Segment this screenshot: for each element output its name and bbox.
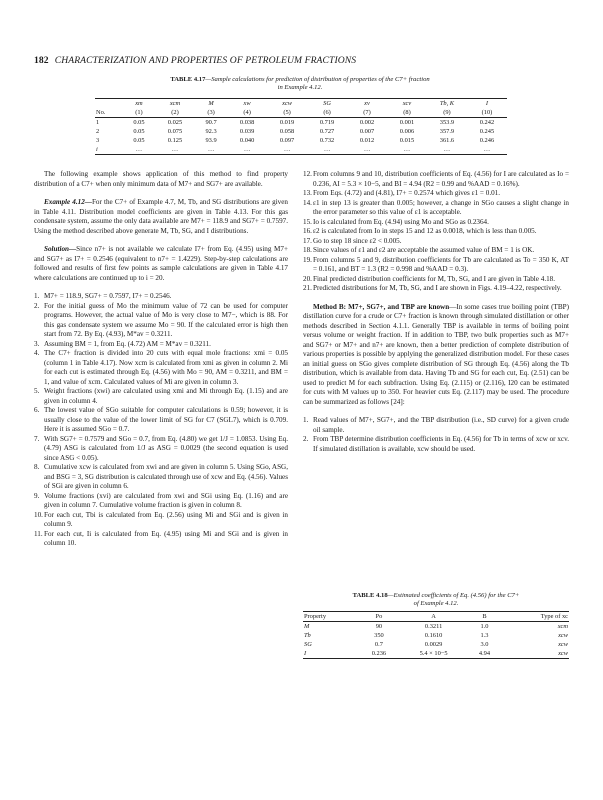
table-symbol-header: xm [123, 99, 155, 109]
table-cell: 0.05 [133, 119, 145, 126]
list-item-text: Weight fractions (xwi) are calculated using xmi and Mi through Eq. (1.15) and are given in column 4. [44, 387, 288, 405]
table-cell: 0.039 [239, 128, 255, 135]
table-cell: 0.075 [167, 128, 183, 135]
list-item-number: 11. [34, 529, 43, 538]
running-title: CHARACTERIZATION AND PROPERTIES OF PETROLEUM FRACTIONS [54, 55, 357, 66]
list-item-number: 17. [303, 236, 312, 245]
table-cell: … [467, 145, 507, 155]
table-cell: 0.007 [359, 128, 375, 135]
table-cell: 0.097 [279, 137, 295, 144]
table-cell: M [304, 623, 310, 630]
table-cell: 0.719 [319, 119, 335, 126]
table-cell: 2 [96, 128, 100, 135]
list-item-text: For each cut, Tbi is calculated from Eq. (2.56) using Mi and SGi and is given in column 9. [44, 510, 288, 528]
list-item-text: For each cut, Ii is calculated from Eq. (4.95) using Mi and SGi and is given in column 10. [44, 529, 288, 547]
step-item [303, 227, 569, 237]
table-cell: 0.727 [319, 128, 335, 135]
list-item-text: Go to step 18 since ε2 < 0.005. [313, 236, 402, 245]
step-item [303, 284, 569, 294]
table-cell: xcw [500, 649, 569, 659]
table-cell: 1.3 [480, 632, 489, 639]
table-cell: … [155, 145, 195, 155]
intro-paragraph: The following example shows application of this method to find property distribution of a C7+ when only minimum data of M7+ and SG7+ are available. [34, 170, 288, 188]
table-cell: Tb [304, 632, 311, 639]
table-cell: 4.94 [469, 649, 500, 659]
table-cell: 0.040 [239, 137, 255, 144]
table-row [95, 127, 507, 136]
list-item-number: 20. [303, 274, 312, 283]
list-item-number: 6. [34, 406, 40, 414]
table-4-18-caption-text2: of Example 4.12. [413, 600, 459, 607]
table-row [303, 640, 569, 649]
table-cell: … [123, 145, 155, 155]
list-item-text: Final predicted distribution coefficients for M, Tb, SG, and I are given in Table 4.18. [313, 274, 556, 283]
table-cell: I [303, 649, 360, 659]
step-item [303, 218, 569, 228]
list-item-text: From columns 9 and 10, distribution coefficients of Eq. (4.56) for I are calculated as Io = 0.236, AI = 5.3 × 10−5, and BI = 4.94 (R2 = 0.99 and %AAD = 0.16%). [313, 170, 569, 188]
running-header [34, 55, 356, 66]
table-cell: SG [304, 641, 312, 648]
table-cell: 90 [375, 623, 383, 630]
table-cell: 3 [96, 137, 100, 144]
table-cell: 93.9 [205, 137, 217, 144]
table-4-17 [95, 98, 507, 155]
table-symbol-header: Tb, K [427, 99, 467, 109]
example-paragraph [34, 198, 288, 236]
step-item [303, 237, 569, 247]
table-cell: 350 [374, 632, 384, 639]
left-step-list [34, 292, 288, 549]
table-4-18-caption [303, 592, 569, 608]
left-column [34, 170, 288, 549]
table-cell: xcw [558, 641, 568, 648]
table-row [303, 649, 569, 659]
table-symbol-header: SG [307, 99, 347, 109]
step-item [303, 189, 569, 199]
table-cell: 0.246 [479, 137, 495, 144]
table-4-18 [303, 611, 569, 659]
table-cell: 0.732 [319, 137, 335, 144]
example-text: For the C7+ of Example 4.7, M, Tb, and SG distributions are given in Table 4.11. Distribution model coefficients are given in Table 4.13. For this gas condensate system, assume the only data available are M7+ = 118.9 and SG7+ = 0.7597. Using the method described above generate M, Tb, SG, and I distributions. [34, 198, 288, 235]
table-column-header: (5) [267, 108, 307, 118]
step-item [34, 463, 288, 492]
list-item-number: 12. [303, 170, 312, 178]
table-cell: … [267, 145, 307, 155]
table-symbol-header: xcw [267, 99, 307, 109]
list-item-text: ε1 in step 13 is greater than 0.005; however, a change in SGo causes a slight change in the error parameter so this value of ε1 is acceptable. [313, 198, 569, 216]
list-item-number: 19. [303, 255, 312, 264]
list-item-number: 18. [303, 246, 312, 254]
table-column-header: Property [303, 612, 360, 622]
table-cell: 0.0029 [424, 641, 443, 648]
step-item [34, 387, 288, 406]
step-item [303, 170, 569, 189]
table-4-18-caption-text: —Estimated coefficients of Eq. (4.56) for the C7+ [387, 592, 520, 599]
table-cell: 0.019 [279, 119, 295, 126]
step-item [303, 256, 569, 275]
table-symbol-header: xw [227, 99, 267, 109]
list-item-text: For the initial guess of Mo the minimum value of 72 can be used for computer programs. However, the actual value of Mo is very close to M7−, which is 88. For this gas condensate system we assume Mo = 90. If the calculated error is high then start from 72. By Eq. (4.93), M*av = 0.3211. [44, 301, 288, 338]
list-item-number: 8. [34, 463, 40, 471]
table-4-18-header-row [303, 612, 569, 622]
list-item-text: Cumulative xcw is calculated from xwi and are given in column 5. Using SGo, ASG, and BSG = 3, SG distribution is calculated through use of xcw and Eq. (4.56). Values of SGi are given in column 6. [44, 463, 288, 490]
table-cell: 0.05 [133, 128, 145, 135]
table-4-17-caption [60, 76, 540, 92]
step-item [303, 199, 569, 218]
table-cell: 353.9 [439, 119, 455, 126]
table-cell: … [195, 145, 227, 155]
list-item-number: 7. [34, 434, 40, 443]
list-item-number: 14. [303, 198, 312, 207]
table-cell: 0.006 [399, 128, 415, 135]
table-4-18-label: TABLE 4.18 [352, 592, 388, 599]
list-item-text: From Eqs. (4.72) and (4.81), I7+ = 0.2574 which gives ε1 = 0.01. [313, 189, 501, 197]
method-b-label: Method B: M7+, SG7+, and TBP are known [313, 302, 450, 311]
table-cell: … [227, 145, 267, 155]
table-cell: 0.002 [359, 119, 375, 126]
list-item-text: From columns 5 and 9, distribution coefficients for Tb are calculated as To = 350 K, AT = 0.161, and BT = 1.3 (R2 = 0.998 and %AAD = 0.3). [313, 255, 569, 273]
table-cell: 5.4 × 10−5 [398, 649, 469, 659]
table-4-17-label: TABLE 4.17 [170, 76, 206, 83]
table-cell: … [347, 145, 387, 155]
table-cell: 90.7 [205, 119, 217, 126]
step-item [34, 406, 288, 435]
list-item-text: The C7+ fraction is divided into 20 cuts with equal mole fractions: xmi = 0.05 (column 1 in Table 4.17). Now xcm is calculated from xmi as given in column 2. Mi for each cut is estimated through Eq. (4.56) with Mo = 90, AM = 0.3211, and BM = 1, and value of xcm. Calculated values of Mi are given in column 3. [44, 349, 288, 386]
list-item-text: Predicted distributions for M, Tb, SG, and I are shown in Figs. 4.19–4.22, respectively. [313, 284, 562, 292]
method-b-paragraph [303, 303, 569, 408]
list-item-text: Volume fractions (xvi) are calculated from xwi and SGi using Eq. (1.16) and are given in column 7. Cumulative volume fraction is given in column 8. [44, 491, 288, 509]
table-cell: 1.0 [480, 623, 489, 630]
list-item-text: The lowest value of SGo suitable for computer calculations is 0.59; however, it is usually close to the value of the lower limit of SG for C7 (SGL7), which is 0.709. Here it is assumed SGo = 0.7. [44, 406, 288, 433]
solution-label: Solution— [44, 245, 77, 253]
table-cell [95, 99, 123, 109]
table-column-header: (1) [123, 108, 155, 118]
step-item [34, 292, 288, 302]
table-cell: 0.058 [279, 128, 295, 135]
table-column-header: (3) [195, 108, 227, 118]
table-column-header: A [398, 612, 469, 622]
table-cell: xcw [558, 632, 568, 639]
list-item-text: Assuming BM = 1, from Eq. (4.72) AM = M*av = 0.3211. [44, 339, 211, 348]
table-row [95, 136, 507, 145]
list-item-number: 2. [34, 301, 40, 310]
table-cell: 0.242 [479, 119, 495, 126]
list-item-number: 21. [303, 284, 312, 292]
step-item [303, 246, 569, 256]
list-item-text: Io is calculated from Eq. (4.94) using Mo and SGo as 0.2364. [313, 217, 489, 226]
list-item-text: Read values of M7+, SG7+, and the TBP distribution (i.e., SD curve) for a given crude oil sample. [313, 416, 569, 434]
list-item-number: 4. [34, 349, 40, 357]
list-item-number: 2. [303, 435, 309, 443]
step-item [303, 275, 569, 285]
table-cell: 0.236 [360, 649, 399, 659]
table-cell: 361.6 [439, 137, 455, 144]
table-column-header: B [469, 612, 500, 622]
table-cell: … [387, 145, 427, 155]
table-cell: 0.245 [479, 128, 495, 135]
table-symbol-header: xv [347, 99, 387, 109]
table-cell: 0.001 [399, 119, 415, 126]
step-item [34, 511, 288, 530]
right-column [303, 170, 569, 454]
solution-paragraph [34, 245, 288, 283]
table-cell: 0.1610 [424, 632, 443, 639]
list-item-number: 5. [34, 387, 40, 395]
right-step-list [303, 170, 569, 294]
list-item-number: 1. [303, 416, 309, 424]
list-item-text: Since values of ε1 and ε2 are acceptable the assumed value of BM = 1 is OK. [313, 246, 535, 254]
table-column-header: (8) [387, 108, 427, 118]
table-symbol-header: M [195, 99, 227, 109]
list-item-number: 10. [34, 510, 43, 519]
table-4-17-header-row [95, 108, 507, 118]
table-cell: 357.9 [439, 128, 455, 135]
list-item-text: ε2 is calculated from Io in steps 15 and 12 as 0.0018, which is less than 0.005. [313, 227, 537, 235]
table-column-header: No. [95, 108, 123, 118]
list-item-number: 1. [34, 292, 40, 300]
table-4-17-caption-text: —Sample calculations for prediction of distribution of properties of the C7+ fraction [205, 76, 430, 83]
list-item-number: 13. [303, 189, 312, 197]
list-item-number: 16. [303, 227, 312, 235]
table-cell: 0.05 [133, 137, 145, 144]
table-cell: 0.015 [399, 137, 415, 144]
list-item-number: 15. [303, 217, 312, 226]
table-cell: 0.012 [359, 137, 375, 144]
table-column-header: (4) [227, 108, 267, 118]
list-item-text: M7+ = 118.9, SG7+ = 0.7597, I7+ = 0.2546. [44, 292, 172, 300]
table-column-header: (9) [427, 108, 467, 118]
table-cell: 0.7 [374, 641, 383, 648]
procedure-item [303, 435, 569, 454]
table-cell: … [307, 145, 347, 155]
table-cell: xcm [557, 623, 568, 630]
table-row [303, 622, 569, 632]
table-cell: 1 [96, 119, 100, 126]
step-item [34, 340, 288, 350]
table-cell: 0.3211 [424, 623, 443, 630]
example-label: Example 4.12— [44, 198, 92, 206]
table-symbol-header: xcm [155, 99, 195, 109]
table-column-header: (10) [467, 108, 507, 118]
table-cell: 0.038 [239, 119, 255, 126]
table-row [303, 631, 569, 640]
table-column-header: (7) [347, 108, 387, 118]
procedure-item [303, 416, 569, 435]
table-row [95, 118, 507, 128]
table-cell: 92.3 [205, 128, 217, 135]
table-column-header: (2) [155, 108, 195, 118]
method-b-text: —In some cases true boiling point (TBP) distillation curve for a crude or C7+ fraction is known through simulated distillation or other methods described in Section 4.1.1. Generally TBP is available in terms of boiling point versus volume or weight fraction. If in addition to TBP, two bulk properties such as M7+ and SG7+ or M7+ and n7+ are known, then a better prediction of complete distribution of various properties is possible by applying the generalized distribution model. For these cases an initial guess on SGo gives complete distribution of SG through Eq. (4.56) along the Tb distribution, which is available from data. Having Tb and SG for each cut, Eq. (2.51) can be used to predict M for each subfraction. Using Eq. (2.115) or (2.116), I20 can be estimated for cuts with M values up to 350. For heavier cuts Eq. (2.117) may be used. The procedure can be summarized as follows [24]: [303, 302, 569, 406]
table-column-header: (6) [307, 108, 347, 118]
solution-text: Since n7+ is not available we calculate I7+ from Eq. (4.95) using M7+ and SG7+ as I7+ = 0.2546 (equivalent to n7+ = 1.4229). Step-by-step calculations are followed and results of first few points as sample calculations are given in Table 4.17 where calculations are continued up to i = 20. [34, 245, 288, 282]
table-cell: … [427, 145, 467, 155]
table-cell: 3.0 [480, 641, 489, 648]
page-number: 182 [34, 55, 49, 66]
table-symbol-header: I [467, 99, 507, 109]
table-column-header: Po [360, 612, 399, 622]
table-symbol-header: xcv [387, 99, 427, 109]
list-item-number: 3. [34, 339, 40, 348]
table-4-17-caption-text2: in Example 4.12. [277, 84, 323, 91]
list-item-number: 9. [34, 491, 40, 500]
table-4-17-symbol-row [95, 99, 507, 109]
step-item [34, 492, 288, 511]
table-cell: 0.125 [167, 137, 183, 144]
table-cell: 0.025 [167, 119, 183, 126]
table-cell: i [95, 145, 123, 155]
step-item [34, 302, 288, 340]
table-row [95, 145, 507, 155]
step-item [34, 435, 288, 464]
step-item [34, 349, 288, 387]
step-item [34, 530, 288, 549]
procedure-list [303, 416, 569, 454]
table-column-header: Type of xc [500, 612, 569, 622]
list-item-text: With SG7+ = 0.7579 and SGo = 0.7, from Eq. (4.80) we get 1/J = 1.0853. Using Eq. (4.79) ASG is calculated from 1/J as ASG = 0.0029 (the second equation is used since ASG < 0.05). [44, 434, 288, 462]
list-item-text: From TBP determine distribution coefficients in Eq. (4.56) for Tb in terms of xcw or xcv. If simulated distillation is available, xcw should be used. [313, 435, 569, 453]
